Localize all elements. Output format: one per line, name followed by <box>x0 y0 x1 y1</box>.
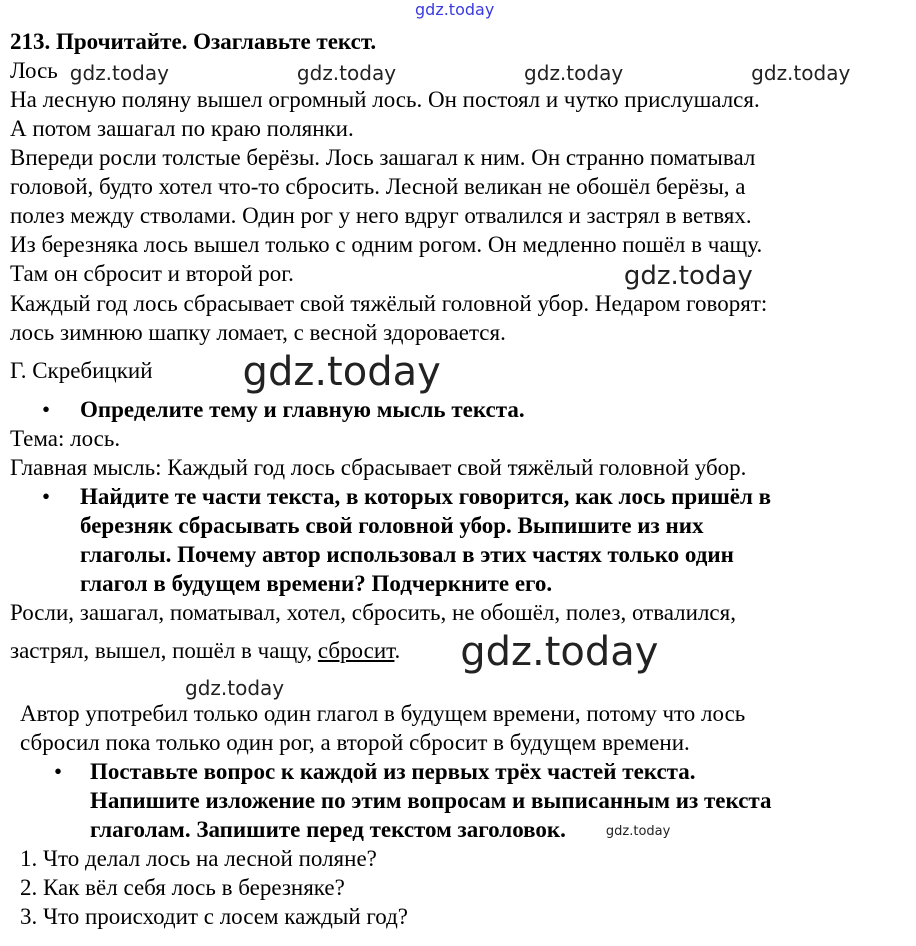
task-3-line: • Поставьте вопрос к каждой из первых трёх частей текста. <box>90 758 696 784</box>
task-2-line: глагол в будущем времени? Подчеркните его. <box>80 570 553 596</box>
document <box>10 27 910 931</box>
task-2-line: березняк сбрасывать свой головной убор. Выпишите из них <box>80 512 704 538</box>
question: 2. Как вёл себя лось в березняке? <box>20 874 345 900</box>
task-3 <box>10 757 910 844</box>
text-line: лось зимнюю шапку ломает, с весной здоровается. <box>10 319 506 345</box>
task-2 <box>10 482 910 598</box>
watermark: gdz.today <box>296 60 397 85</box>
watermark-row <box>10 675 910 699</box>
exercise-title: 213. Прочитайте. Озаглавьте текст. <box>10 29 377 54</box>
task-3-line: глаголам. Запишите перед текстом заголовок. <box>90 816 566 842</box>
watermark: gdz.today <box>623 260 753 291</box>
author: Г. Скребицкий <box>10 357 153 383</box>
verbs-text: застрял, вышел, пошёл в чащу, <box>10 637 318 663</box>
question: 3. Что происходит с лосем каждый год? <box>20 903 409 929</box>
task-1: • Определите тему и главную мысль текста. <box>10 395 910 424</box>
text-title-row <box>10 56 910 85</box>
verbs-line: Росли, зашагал, поматывал, хотел, сбросить, не обошёл, полез, отвалился, <box>10 599 736 625</box>
watermark: gdz.today <box>605 823 671 839</box>
task-3-line: Напишите изложение по этим вопросам и выписанным из текста <box>90 787 772 813</box>
period: . <box>394 637 401 663</box>
task-2-line: глаголы. Почему автор использовал в этих частях только один <box>80 541 734 567</box>
answer-theme: Тема: лось. <box>10 425 121 451</box>
watermark: gdz.today <box>242 349 441 396</box>
watermark: gdz.today <box>69 60 169 85</box>
explanation-line: сбросил пока только один рог, а второй сбросит в будущем времени. <box>20 729 690 755</box>
task-2-line: • Найдите те части текста, в которых говорится, как лось пришёл в <box>80 483 772 509</box>
text-line: головой, будто хотел что-то сбросить. Лесной великан не обошёл берёзы, а <box>10 174 746 199</box>
watermark: gdz.today <box>751 60 851 85</box>
watermark: gdz.today <box>460 629 659 676</box>
underlined-verb: сбросит <box>317 637 395 663</box>
text-line: А потом зашагал по краю полянки. <box>10 116 354 141</box>
text-line: Из березняка лось вышел только с одним рогом. Он медленно пошёл в чащу. <box>10 232 763 257</box>
text-line: Впереди росли толстые берёзы. Лось зашагал к ним. Он странно поматывал <box>10 145 756 170</box>
text-line: На лесную поляну вышел огромный лось. Он постоял и чутко прислушался. <box>10 87 760 112</box>
text-line: Каждый год лось сбрасывает свой тяжёлый головной убор. Недаром говорят: <box>10 290 768 316</box>
text-line: Там он сбросит и второй рог. <box>10 261 294 286</box>
text-line-row <box>10 259 910 289</box>
text-line: полез между стволами. Один рог у него вдруг отвалился и застрял в ветвях. <box>10 203 752 228</box>
verbs-line <box>10 627 910 675</box>
text-title: Лось <box>10 58 58 83</box>
watermark: gdz.today <box>524 60 624 85</box>
author-row <box>10 347 910 395</box>
task-3-line-row <box>90 815 910 844</box>
watermark: gdz.today <box>415 0 495 19</box>
answer-main-idea: Главная мысль: Каждый год лось сбрасывает свой тяжёлый головной убор. <box>10 454 747 480</box>
watermark: gdz.today <box>185 676 285 701</box>
explanation-line: Автор употребил только один глагол в будущем времени, потому что лось <box>20 700 746 726</box>
question: 1. Что делал лось на лесной поляне? <box>20 845 377 871</box>
